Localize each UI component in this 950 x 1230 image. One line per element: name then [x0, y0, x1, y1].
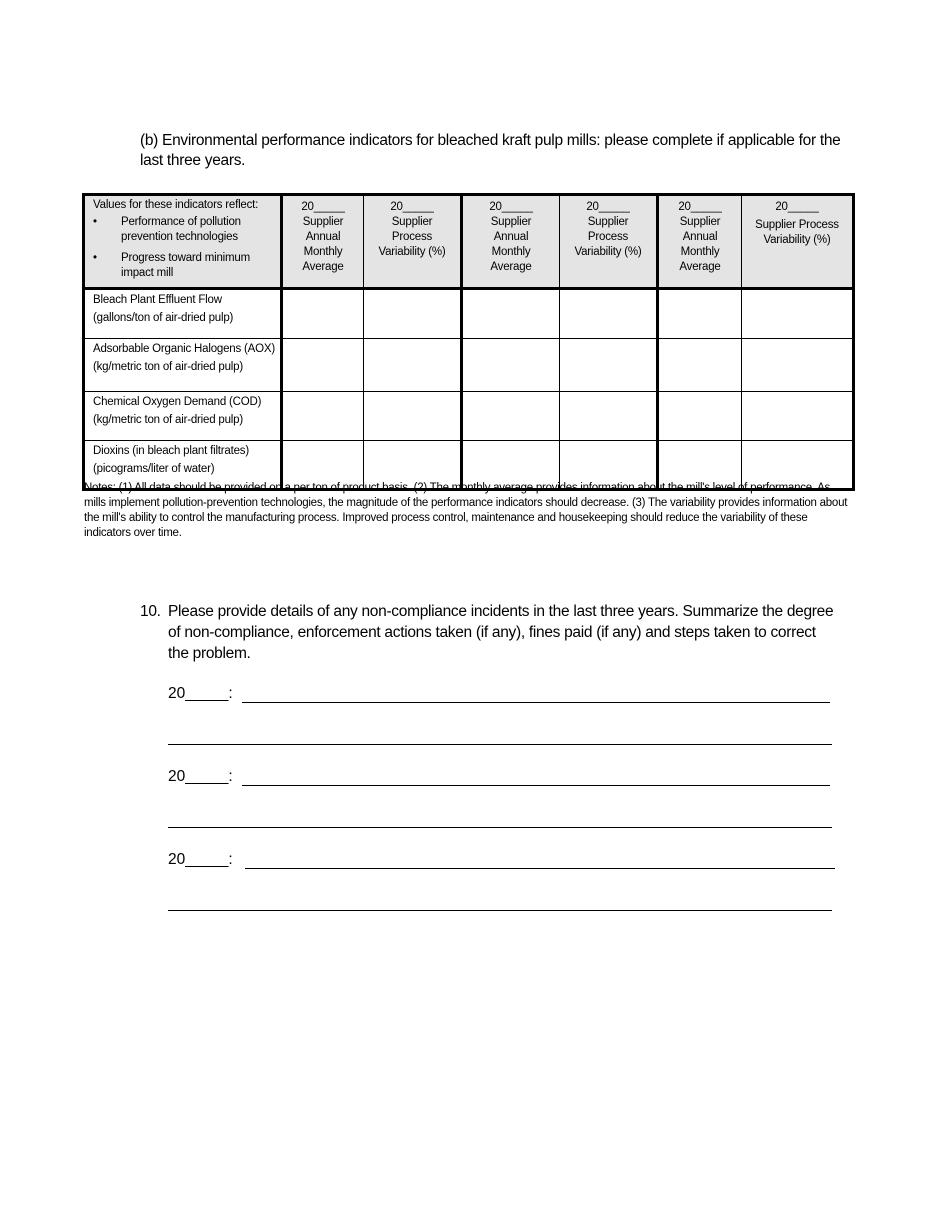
answer-line[interactable]	[242, 785, 830, 786]
indicator-unit: (picograms/liter of water)	[93, 463, 215, 475]
data-cell[interactable]	[282, 289, 364, 339]
header-label: Process	[391, 231, 433, 243]
answer-line[interactable]	[168, 910, 832, 911]
header-label: Supplier	[391, 216, 433, 228]
header-bullet: • Performance of pollution prevention technologies	[93, 215, 274, 245]
header-bullets	[93, 215, 274, 281]
data-cell[interactable]	[462, 392, 560, 441]
header-label: Monthly	[491, 246, 531, 258]
row-label	[84, 392, 282, 441]
header-col-1	[282, 195, 364, 289]
answer-line[interactable]	[168, 827, 832, 828]
table-row	[84, 289, 854, 339]
data-cell[interactable]	[742, 339, 854, 392]
header-col-2	[364, 195, 462, 289]
question-text: Please provide details of any non-compliance incidents in the last three years. Summarize the degree of non-compliance, enforcement actions taken (if any), fines paid (if any) and steps taken to correct the problem.	[168, 603, 834, 662]
data-cell[interactable]	[462, 339, 560, 392]
data-cell[interactable]	[742, 289, 854, 339]
header-label: Supplier	[490, 216, 532, 228]
header-label: Monthly	[303, 246, 343, 258]
header-col-4	[560, 195, 658, 289]
data-cell[interactable]	[560, 289, 658, 339]
question-number: 10.	[140, 603, 161, 620]
row-label	[84, 289, 282, 339]
indicator-name: Dioxins (in bleach plant filtrates)	[93, 445, 249, 457]
answer-line[interactable]	[245, 868, 835, 869]
header-label: Average	[302, 261, 344, 273]
data-cell[interactable]	[658, 339, 742, 392]
header-label: Supplier	[302, 216, 344, 228]
data-cell[interactable]	[560, 392, 658, 441]
indicator-unit: (kg/metric ton of air-dried pulp)	[93, 361, 243, 373]
header-label: Average	[490, 261, 532, 273]
header-label: Variability (%)	[763, 234, 831, 246]
table-row	[84, 339, 854, 392]
header-year: 20_____	[489, 201, 533, 213]
year-label: 20_____:	[168, 685, 233, 702]
header-label: Supplier	[587, 216, 629, 228]
data-cell[interactable]	[364, 289, 462, 339]
indicator-unit: (kg/metric ton of air-dried pulp)	[93, 414, 243, 426]
header-label: Variability (%)	[574, 246, 642, 258]
indicator-name: Chemical Oxygen Demand (COD)	[93, 396, 262, 408]
answer-line[interactable]	[242, 702, 830, 703]
year-label: 20_____:	[168, 851, 233, 868]
header-year: 20_____	[390, 201, 434, 213]
data-cell[interactable]	[364, 339, 462, 392]
header-title: Values for these indicators reflect:	[93, 199, 259, 211]
data-cell[interactable]	[658, 392, 742, 441]
header-label: Monthly	[680, 246, 720, 258]
header-indicators-cell	[84, 195, 282, 289]
header-label: Average	[679, 261, 721, 273]
table-header-row	[84, 195, 854, 289]
header-label: Annual	[493, 231, 529, 243]
header-label: Annual	[305, 231, 341, 243]
data-cell[interactable]	[282, 392, 364, 441]
data-cell[interactable]	[462, 289, 560, 339]
header-label: Process	[587, 231, 629, 243]
data-cell[interactable]	[282, 339, 364, 392]
row-label	[84, 339, 282, 392]
header-label: Annual	[682, 231, 718, 243]
header-label: Supplier Process	[755, 219, 839, 231]
header-year: 20_____	[301, 201, 345, 213]
indicators-table	[82, 193, 855, 491]
table-row	[84, 392, 854, 441]
table-notes: Notes: (1) All data should be provided on a per ton of product basis. (2) The monthly average provides information about the mill's level of performance. As mills implement pollution-prevention technologies, the magnitude of the performance indicators should decrease. (3) The variability provides information about the mill's ability to control the manufacturing process. Improved process control, maintenance and housekeeping should reduce the variability of these indicators over time.	[84, 482, 848, 539]
intro-paragraph: (b) Environmental performance indicators for bleached kraft pulp mills: please complete if applicable for the last three years.	[140, 132, 841, 169]
header-year: 20_____	[775, 201, 819, 213]
answer-line[interactable]	[168, 744, 832, 745]
indicator-name: Adsorbable Organic Halogens (AOX)	[93, 343, 275, 355]
header-label: Variability (%)	[378, 246, 446, 258]
header-col-6	[742, 195, 854, 289]
header-label: Supplier	[679, 216, 721, 228]
indicator-name: Bleach Plant Effluent Flow	[93, 294, 222, 306]
data-cell[interactable]	[560, 339, 658, 392]
indicator-unit: (gallons/ton of air-dried pulp)	[93, 312, 234, 324]
header-year: 20_____	[586, 201, 630, 213]
header-year: 20_____	[678, 201, 722, 213]
header-col-3	[462, 195, 560, 289]
header-bullet: • Progress toward minimum impact mill	[93, 251, 274, 281]
question-10	[140, 601, 840, 664]
data-cell[interactable]	[364, 392, 462, 441]
data-cell[interactable]	[658, 289, 742, 339]
header-col-5	[658, 195, 742, 289]
year-label: 20_____:	[168, 768, 233, 785]
data-cell[interactable]	[742, 392, 854, 441]
